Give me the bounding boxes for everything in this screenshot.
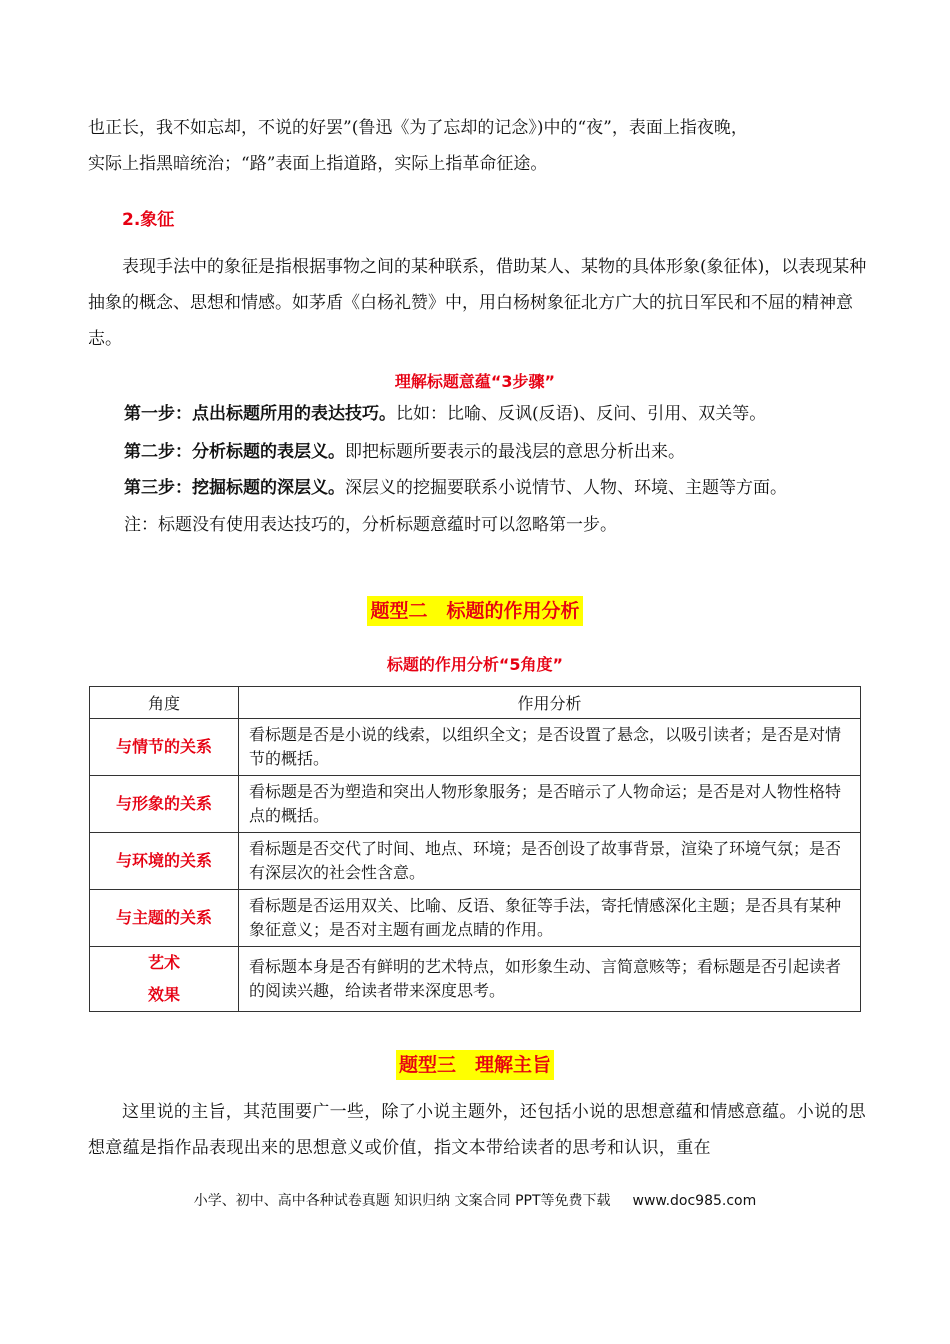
symbol-heading: 2.象征: [122, 210, 175, 230]
step-1: [124, 396, 766, 432]
analysis-cell: 看标题本身是否有鲜明的艺术特点，如形象生动、言简意赅等；看标题是否引起读者的阅读兴趣，给读者带来深度思考。: [239, 947, 861, 1012]
intro-line-1: 也正长，我不如忘却，不说的好罢”(鲁迅《为了忘却的记念》)中的“夜”，表面上指夜晚，: [88, 118, 748, 138]
table-row: [90, 833, 861, 890]
step-2-text: 即把标题所要表示的最浅层的意思分析出来。: [345, 442, 685, 462]
angle-line-1: 艺术: [147, 953, 180, 972]
angle-line-2: 效果: [147, 985, 180, 1004]
step-3-label: 第三步：挖掘标题的深层义。: [124, 478, 345, 498]
step-3-text: 深层义的挖掘要联系小说情节、人物、环境、主题等方面。: [345, 478, 787, 498]
analysis-cell: 看标题是否交代了时间、地点、环境；是否创设了故事背景，渲染了环境气氛；是否有深层次的社会性含意。: [239, 833, 861, 890]
type2-banner: 题型二 标题的作用分析: [367, 596, 582, 626]
analysis-cell: 看标题是否运用双关、比喻、反语、象征等手法，寄托情感深化主题；是否具有某种象征意义；是否对主题有画龙点睛的作用。: [239, 890, 861, 947]
header-angle: 角度: [90, 687, 239, 719]
footer: [0, 1190, 950, 1210]
angle-cell: 与情节的关系: [90, 719, 239, 776]
table-row: [90, 890, 861, 947]
step-1-label: 第一步：点出标题所用的表达技巧。: [124, 404, 396, 424]
type3-banner: 题型三 理解主旨: [396, 1050, 554, 1080]
step-3: [124, 470, 787, 506]
angle-cell: 与形象的关系: [90, 776, 239, 833]
type3-body: 这里说的主旨，其范围要广一些，除了小说主题外，还包括小说的思想意蕴和情感意蕴。小说的思想意蕴是指作品表现出来的思想意义或价值，指文本带给读者的思考和认识，重在: [88, 1102, 866, 1158]
steps-note: 注：标题没有使用表达技巧的，分析标题意蕴时可以忽略第一步。: [124, 515, 617, 535]
table-row: [90, 719, 861, 776]
steps-title: 理解标题意蕴“3步骤”: [394, 372, 556, 391]
step-2-label: 第二步：分析标题的表层义。: [124, 442, 345, 462]
step-2: [124, 434, 685, 470]
symbol-body: 表现手法中的象征是指根据事物之间的某种联系，借助某人、某物的具体形象(象征体)，以表现某种抽象的概念、思想和情感。如茅盾《白杨礼赞》中，用白杨树象征北方广大的抗日军民和不屈的精神意志。: [88, 257, 867, 349]
table-row: [90, 776, 861, 833]
angle-cell: [90, 947, 239, 1012]
table-title: 标题的作用分析“5角度”: [386, 655, 564, 674]
angle-cell: 与主题的关系: [90, 890, 239, 947]
table-row: [90, 947, 861, 1012]
step-1-text: 比如：比喻、反讽(反语)、反问、引用、双关等。: [396, 404, 767, 424]
footer-text: 小学、初中、高中各种试卷真题 知识归纳 文案合同 PPT等免费下载: [193, 1193, 611, 1209]
table-header-row: [90, 687, 861, 719]
angle-table: [89, 686, 861, 1012]
angle-cell: 与环境的关系: [90, 833, 239, 890]
analysis-cell: 看标题是否是小说的线索，以组织全文；是否设置了悬念，以吸引读者；是否是对情节的概括。: [239, 719, 861, 776]
type2-banner-wrap: [0, 596, 950, 626]
footer-url[interactable]: www.doc985.com: [632, 1193, 757, 1209]
intro-line-2: 实际上指黑暗统治；“路”表面上指道路，实际上指革命征途。: [88, 154, 548, 174]
header-analysis: 作用分析: [239, 687, 861, 719]
analysis-cell: 看标题是否为塑造和突出人物形象服务；是否暗示了人物命运；是否是对人物性格特点的概括。: [239, 776, 861, 833]
type3-banner-wrap: [0, 1050, 950, 1080]
